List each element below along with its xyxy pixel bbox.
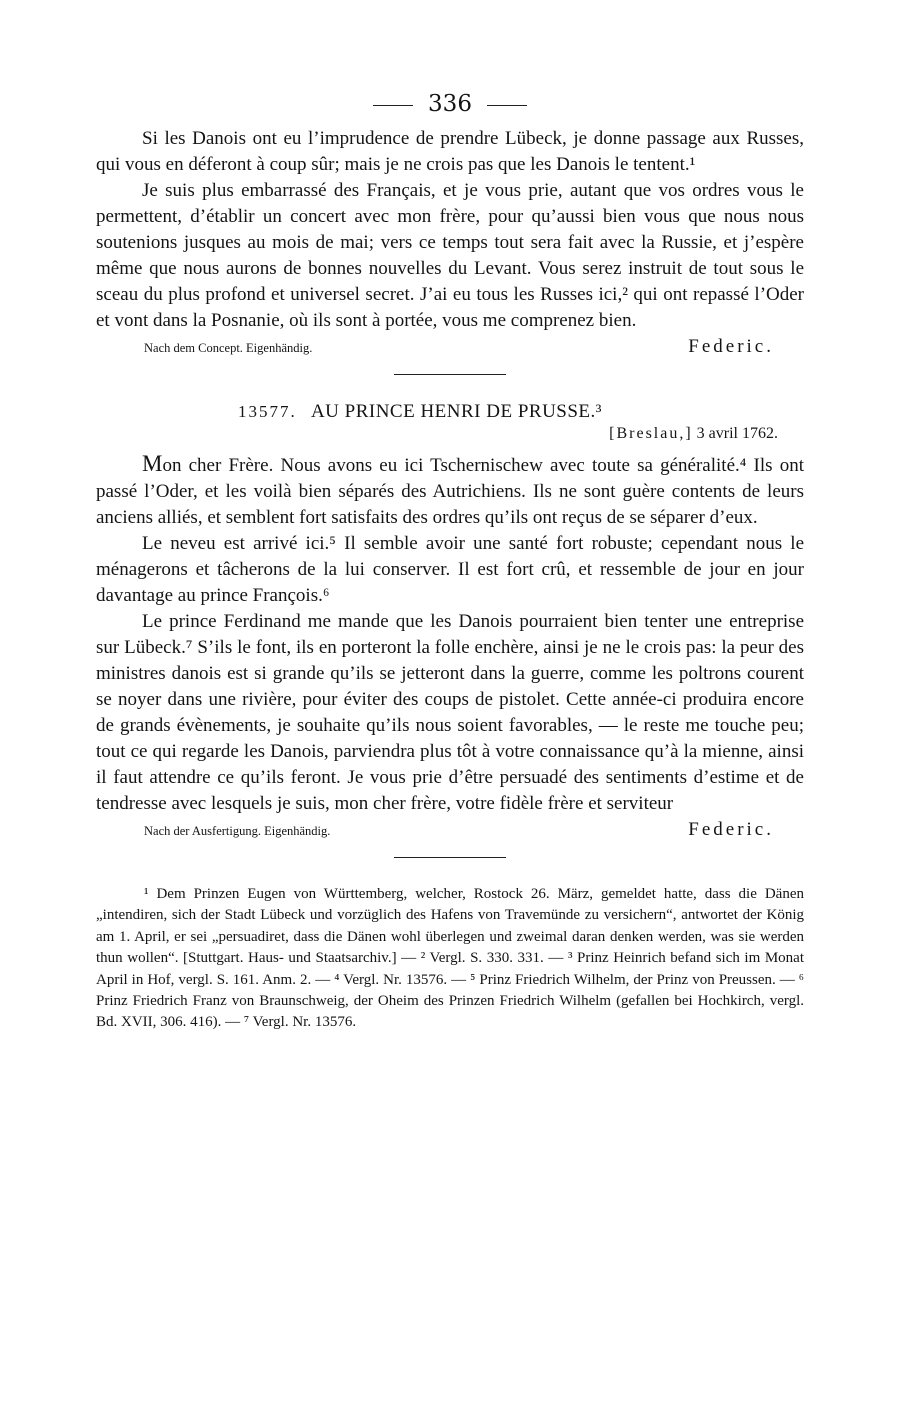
letter2-heading [36, 401, 804, 423]
footnotes-text: ¹ Dem Prinzen Eugen von Württemberg, welcher, Rostock 26. März, gemeldet hatte, dass die Dänen „intendiren, sich der Stadt Lübeck und vorzüglich des Hafens von Travemünde zu versichern“, antwortet der König am 1. April, er sei „persuadiret, dass die Dänen wohl überlegen und zweimal daran denken werden, was sie werden thun wollen“. [Stuttgart. Haus- und Staatsarchiv.] — ² Vergl. S. 330. 331. — ³ Prinz Heinrich befand sich im Monat April in Hof, vergl. S. 161. Anm. 2. — ⁴ Vergl. Nr. 13576. — ⁵ Prinz Friedrich Wilhelm, der Prinz von Preussen. — ⁶ Prinz Friedrich Franz von Braunschweig, der Oheim des Prinzen Friedrich Wilhelm (gefallen bei Hochkirch, vergl. Bd. XVII, 306. 416). — ⁷ Vergl. Nr. 13576. [96, 886, 804, 1031]
letter2-dateline [96, 425, 778, 443]
footnotes [96, 884, 804, 1034]
letter2-date: 3 avril 1762. [696, 425, 778, 442]
letter2-paragraph-1 [96, 451, 804, 531]
letter-number: 13577. [238, 402, 297, 421]
letter2-paragraph-1-text: on cher Frère. Nous avons eu ici Tschernischew avec toute sa généralité.⁴ Ils ont passé l’Oder, et les voilà bien séparés des Autrichiens. Ils ne sont guère contents de leurs anciens alliés, et semblent fort satisfaits des ordres qu’ils ont reçus de se séparer d’eux. [96, 455, 804, 528]
page-number: 336 [428, 91, 472, 117]
letter1-signature: Federic. [688, 336, 774, 357]
letter2-source-note: Nach der Ausfertigung. Eigenhändig. [144, 824, 331, 838]
section-divider-2 [394, 857, 506, 858]
salutation-initial: M [142, 451, 163, 476]
header-dash-right [487, 105, 527, 106]
page [96, 88, 804, 1034]
section-divider-1 [394, 374, 506, 375]
letter1-closing [96, 336, 804, 358]
letter2-place: [Breslau,] [609, 425, 693, 442]
letter-addressee: AU PRINCE HENRI DE PRUSSE.³ [310, 401, 602, 422]
letter1-source-note: Nach dem Concept. Eigenhändig. [144, 341, 313, 355]
letter2-paragraph-2: Le neveu est arrivé ici.⁵ Il semble avoir une santé fort robuste; cependant nous le ménagerons et tâcherons de la lui conserver. Il est fort crû, et ressemble de jour en jour davantage au prince François.⁶ [96, 533, 804, 606]
letter2-signature: Federic. [688, 819, 774, 840]
letter2-paragraph-3: Le prince Ferdinand me mande que les Danois pourraient bien tenter une entreprise sur Lübeck.⁷ S’ils le font, ils en porteront la folle enchère, ainsi je ne le crois pas: la peur des ministres danois est si grande qu’ils se jetteront dans la guerre, comme les poltrons courent se noyer dans une rivière, pour éviter des coups de pistolet. Cette année-ci produira encore de grands évènements, je souhaite qu’ils nous soient favorables, — le reste me touche peu; tout ce qui regarde les Danois, parviendra plus tôt à votre connaissance qu’à la mienne, ainsi il faut attendre ce qu’ils feront. Je vous prie d’être persuadé des sentiments d’estime et de tendresse avec lesquels je suis, mon cher frère, votre fidèle frère et serviteur [96, 611, 804, 814]
letter1-paragraph-2: Je suis plus embarrassé des Français, et je vous prie, autant que vos ordres vous le permettent, d’établir un concert avec mon frère, pour qu’aussi bien vous que nous nous soutenions jusques au mois de mai; vers ce temps tout sera fait avec la Russie, et j’espère même que nous aurons de bonnes nouvelles du Levant. Vous serez instruit de tout sous le sceau du plus profond et universel secret. J’ai eu tous les Russes ici,² qui ont repassé l’Oder et vont dans la Posnanie, où ils sont à portée, vous me comprenez bien. [96, 180, 804, 331]
page-number-header [96, 88, 804, 120]
letter1-paragraph-1: Si les Danois ont eu l’imprudence de prendre Lübeck, je donne passage aux Russes, qui vous en déferont à coup sûr; mais je ne crois pas que les Danois le tentent.¹ [96, 128, 804, 175]
letter2-closing [96, 819, 804, 841]
header-dash-left [373, 105, 413, 106]
